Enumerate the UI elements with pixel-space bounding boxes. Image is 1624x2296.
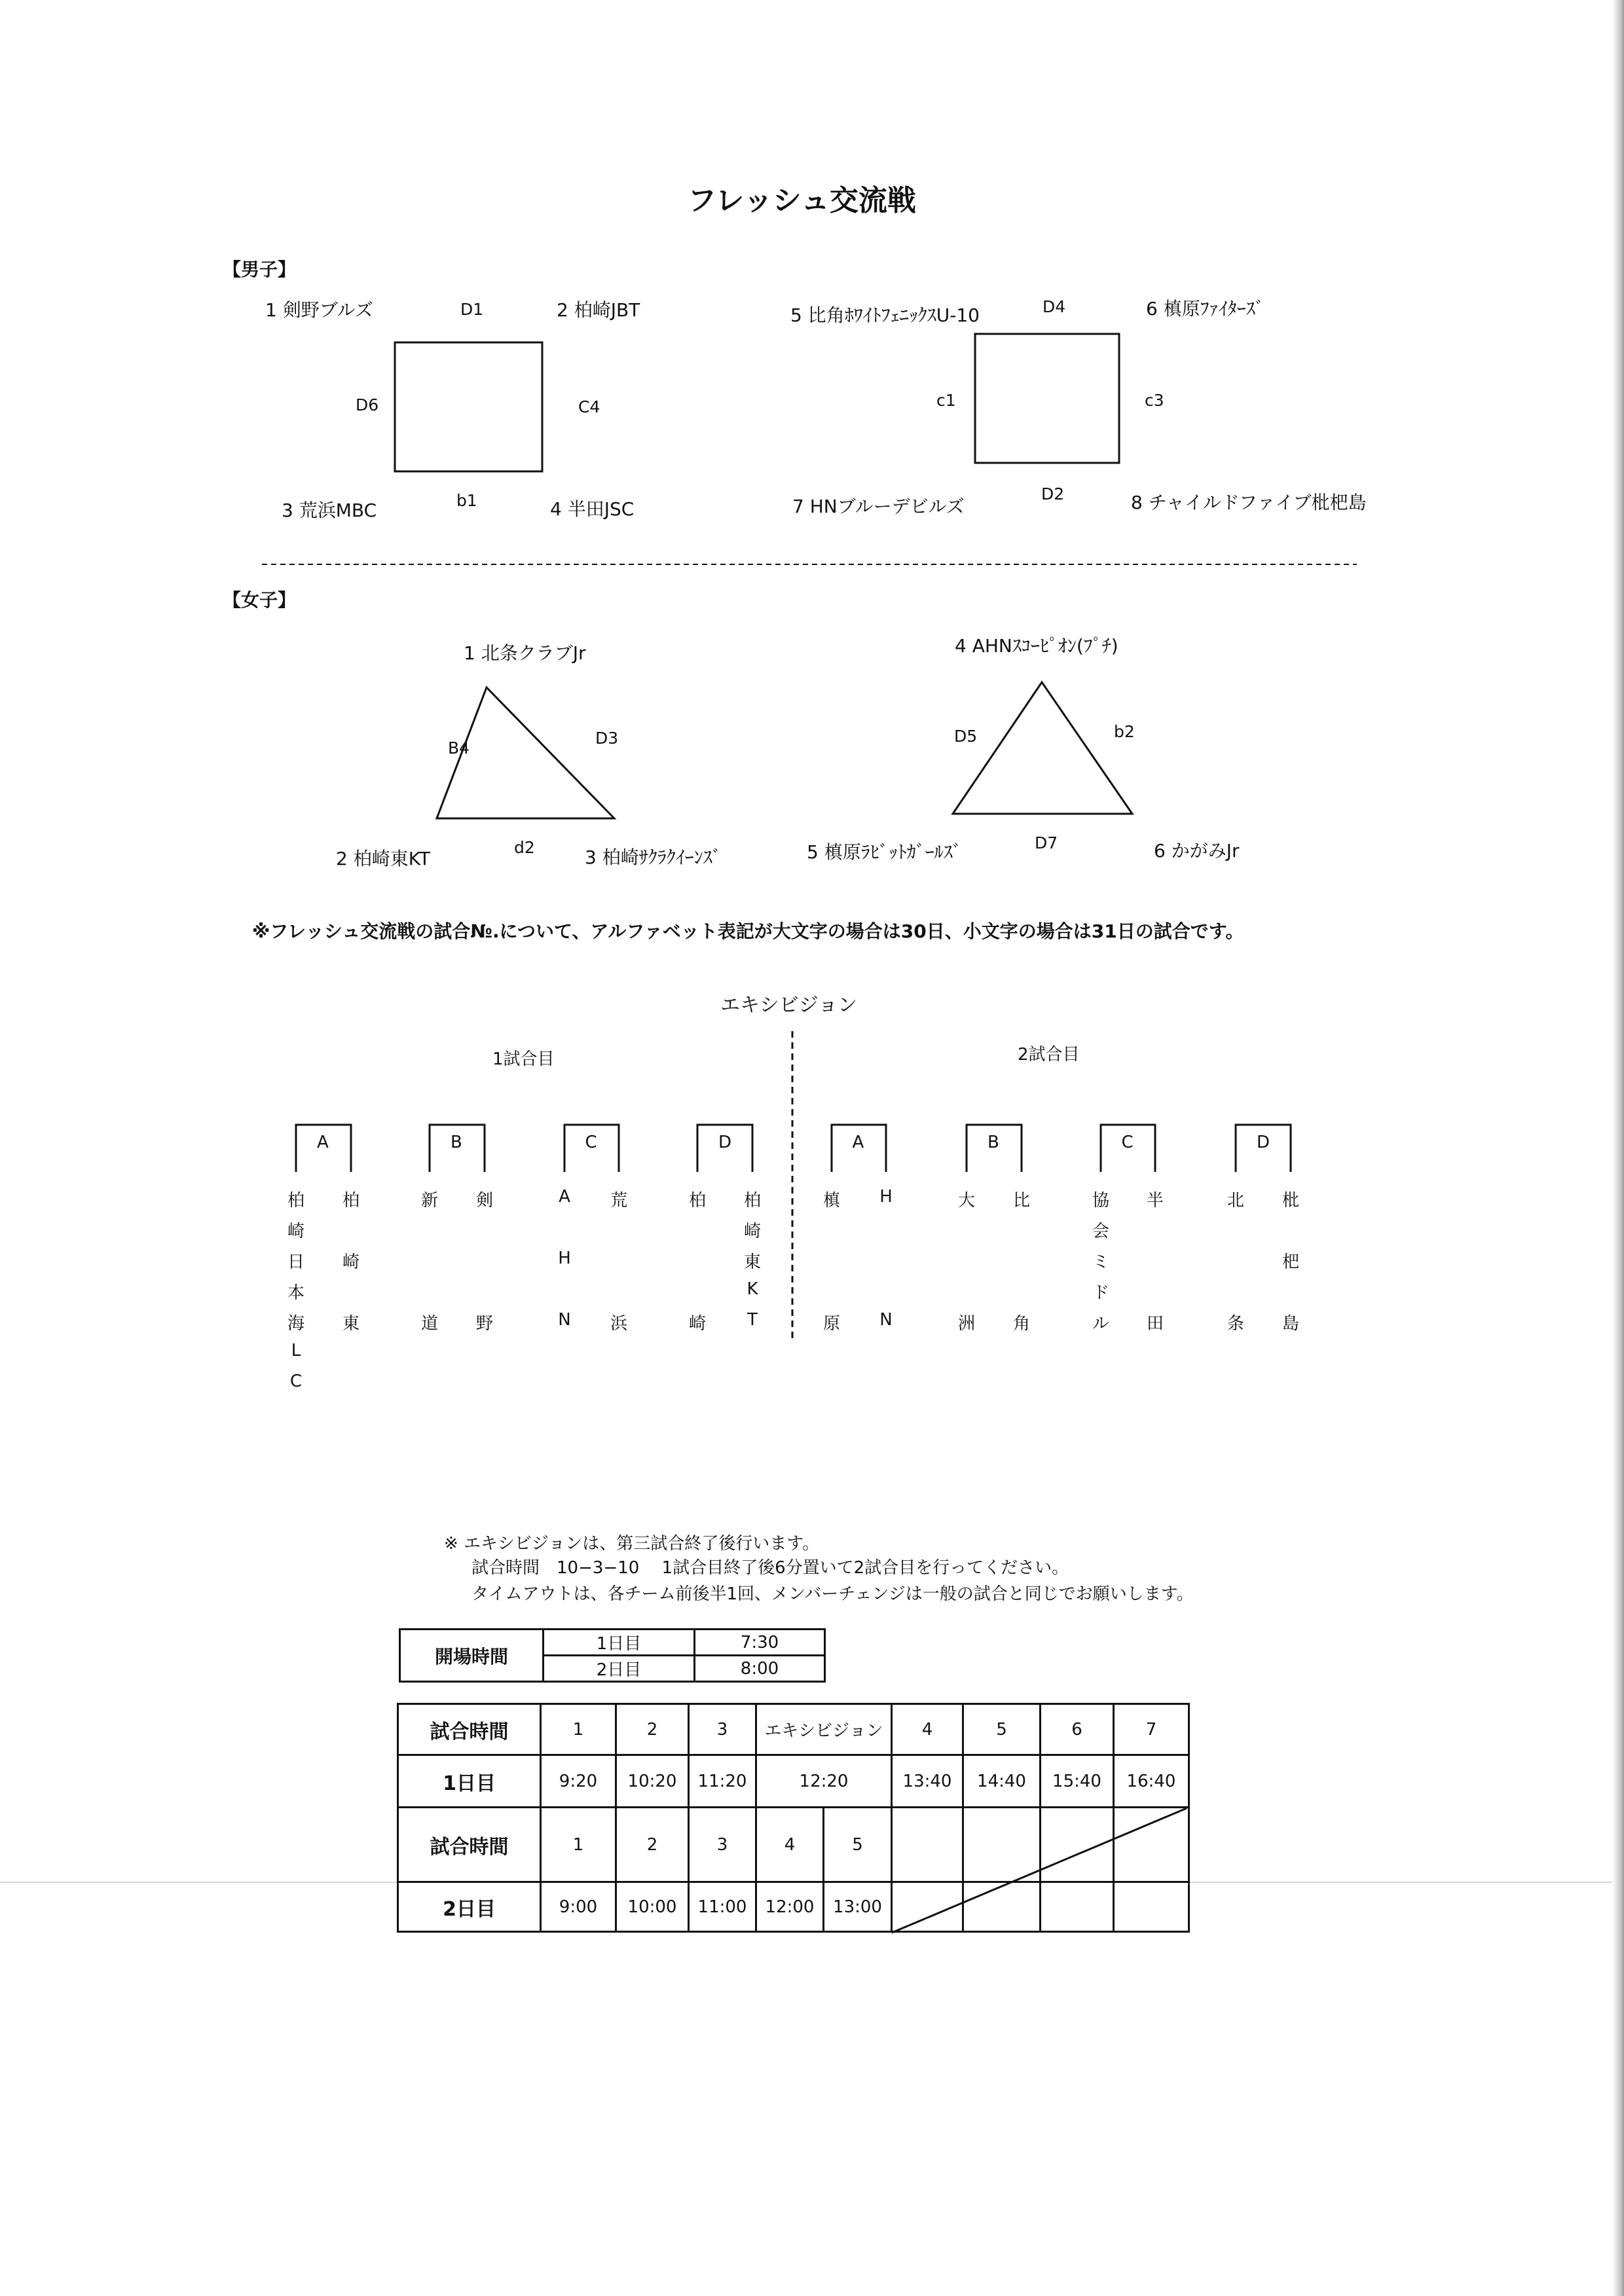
team-name-char: 海: [287, 1314, 304, 1334]
team-name-char: 原: [822, 1314, 840, 1334]
team-name-char: 会: [1092, 1222, 1109, 1241]
boys-match-bottom-1: b1: [456, 491, 477, 510]
boys-team-2: 2 柏崎JBT: [557, 299, 640, 321]
team-name-char: A: [559, 1187, 570, 1207]
day1-game-1: 1: [541, 1704, 616, 1755]
team-name-char: 洲: [957, 1314, 975, 1334]
boys-team-3: 3 荒浜MBC: [282, 500, 377, 521]
page-title: フレッシュ交流戦: [688, 184, 916, 217]
boys-match-top-1: D1: [460, 300, 484, 319]
exhibition-note-1: ※ エキシビジョンは、第三試合終了後行います。: [444, 1534, 820, 1554]
team-name-char: H: [558, 1248, 571, 1268]
day1-game-7: 7: [1114, 1704, 1189, 1755]
boys-section-label: 【男子】: [223, 259, 297, 280]
girls-match-left-2: D5: [954, 727, 978, 746]
day2-game-1: 1: [541, 1808, 616, 1882]
day1-game-3: 3: [689, 1704, 756, 1755]
opening-day-2: 2日目: [544, 1656, 695, 1682]
team-name-char: 柏: [743, 1191, 761, 1211]
day2-game-5: 5: [824, 1808, 892, 1882]
exhibition-court-label: C: [585, 1133, 597, 1152]
exhibition-court-label: A: [317, 1133, 329, 1152]
team-name-char: 新: [420, 1191, 438, 1211]
day1-game-4: 4: [892, 1704, 963, 1755]
exhibition-court-label: B: [451, 1133, 462, 1152]
girls-team-4: 4 AHNｽｺｰﾋﾟｵﾝ(ﾌﾟﾁ): [955, 635, 1118, 657]
team-name-char: N: [879, 1310, 893, 1330]
day2-time-3: 11:00: [689, 1882, 756, 1932]
exhibition-note-3: タイムアウトは、各チーム前後半1回、メンバーチェンジは一般の試合と同じでお願いします。: [471, 1584, 1194, 1604]
girls-team-5: 5 槙原ﾗﾋﾞｯﾄｶﾞｰﾙｽﾞ: [807, 841, 962, 863]
girls-match-right-1: D3: [595, 729, 619, 748]
team-name-char: 協: [1092, 1191, 1109, 1211]
team-name-char: 浜: [610, 1314, 627, 1334]
team-name-char: 柏: [342, 1191, 360, 1211]
exhibition-court-label: D: [1257, 1133, 1270, 1152]
team-name-char: L: [291, 1341, 301, 1360]
exhibition-court-label: A: [852, 1133, 864, 1152]
day1-game-5: 5: [963, 1704, 1041, 1755]
day2-time-5: 13:00: [824, 1882, 892, 1932]
team-name-char: 比: [1012, 1191, 1030, 1211]
boys-match-top-2: D4: [1043, 297, 1066, 316]
boys-team-6: 6 槙原ﾌｧｲﾀｰｽﾞ: [1146, 298, 1264, 319]
day1-game-exhibition: エキシビジョン: [756, 1704, 892, 1755]
day1-time-7: 16:40: [1114, 1755, 1189, 1808]
boys-team-8: 8 チャイルドファイブ枇杷島: [1131, 492, 1367, 513]
team-name-char: ル: [1092, 1314, 1109, 1334]
team-name-char: 本: [287, 1283, 304, 1303]
team-name-char: H: [879, 1187, 893, 1207]
team-name-char: N: [558, 1310, 571, 1330]
day2-time-1: 9:00: [541, 1882, 616, 1932]
empty-cell: [1114, 1808, 1189, 1882]
schedule-header-day2: 試合時間: [398, 1808, 541, 1882]
empty-cell: [892, 1808, 963, 1882]
boys-team-7: 7 HNブルーデビルズ: [792, 496, 965, 517]
schedule-header-day1: 試合時間: [398, 1704, 541, 1755]
empty-cell: [1041, 1882, 1114, 1932]
team-name-char: 日: [287, 1252, 304, 1272]
opening-time-table: [399, 1628, 826, 1683]
boys-match-right-2: c3: [1145, 391, 1164, 410]
team-name-char: ミ: [1092, 1252, 1109, 1272]
girls-match-bottom-1: d2: [514, 838, 535, 857]
team-name-char: K: [747, 1279, 758, 1299]
team-name-char: 崎: [688, 1314, 706, 1334]
girls-section-label: 【女子】: [223, 589, 297, 611]
day1-game-6: 6: [1041, 1704, 1114, 1755]
day2-time-4: 12:00: [756, 1882, 824, 1932]
game-schedule-table: [397, 1703, 1190, 1933]
exhibition-title: エキシビジョン: [720, 994, 858, 1017]
empty-cell: [892, 1882, 963, 1932]
team-name-char: 野: [475, 1314, 493, 1334]
empty-cell: [963, 1882, 1041, 1932]
empty-cell: [1114, 1882, 1189, 1932]
day1-time-1: 9:20: [541, 1755, 616, 1808]
team-name-char: 枇: [1282, 1191, 1299, 1211]
team-name-char: 槙: [822, 1191, 840, 1211]
empty-cell: [1041, 1808, 1114, 1882]
team-name-char: 条: [1227, 1314, 1244, 1334]
opening-day-1: 1日目: [544, 1630, 695, 1656]
team-name-char: 東: [342, 1314, 360, 1334]
day2-game-2: 2: [616, 1808, 689, 1882]
exhibition-note-2: 試合時間 10−3−10 1試合目終了後6分置いて2試合目を行ってください。: [471, 1558, 1069, 1578]
day2-label: 2日目: [398, 1882, 541, 1932]
boys-match-left-1: D6: [356, 395, 379, 414]
team-name-char: 角: [1012, 1314, 1030, 1334]
exhibition-court-label: B: [987, 1133, 999, 1152]
team-name-char: 剣: [475, 1191, 493, 1211]
team-name-char: ド: [1092, 1283, 1109, 1303]
team-name-char: 島: [1282, 1314, 1299, 1334]
day1-time-2: 10:20: [616, 1755, 689, 1808]
team-name-char: 大: [957, 1191, 975, 1211]
boys-match-right-1: C4: [578, 397, 600, 416]
girls-team-3: 3 柏崎ｻｸﾗｸｲｰﾝｽﾞ: [585, 847, 722, 868]
exhibition-court-label: D: [718, 1133, 732, 1152]
opening-time-2: 8:00: [695, 1656, 825, 1682]
team-name-char: T: [747, 1310, 758, 1330]
team-name-char: 道: [420, 1314, 438, 1334]
team-name-char: 崎: [743, 1222, 761, 1241]
match-number-notice: ※フレッシュ交流戦の試合№.について、アルファベット表記が大文字の場合は30日、小文字の場合は31日の試合です。: [252, 920, 1244, 942]
girls-team-1: 1 北条クラブJr: [464, 642, 586, 664]
team-name-char: 荒: [610, 1191, 627, 1211]
boys-match-left-2: c1: [936, 391, 956, 410]
boys-match-bottom-2: D2: [1041, 484, 1065, 503]
boys-team-5: 5 比角ﾎﾜｲﾄﾌｪﾆｯｸｽU-10: [790, 304, 980, 326]
girls-team-6: 6 かがみJr: [1154, 840, 1240, 862]
team-name-char: C: [289, 1372, 303, 1391]
day1-label: 1日目: [398, 1755, 541, 1808]
day1-game-2: 2: [616, 1704, 689, 1755]
team-name-char: 崎: [342, 1252, 360, 1272]
day1-time-exhibition: 12:20: [756, 1755, 892, 1808]
exhibition-round2-label: 2試合目: [1018, 1045, 1080, 1065]
girls-match-left-1: B4: [448, 738, 470, 757]
exhibition-round1-label: 1試合目: [492, 1049, 555, 1069]
girls-team-2: 2 柏崎東KT: [336, 848, 431, 869]
boys-team-4: 4 半田JSC: [550, 498, 635, 520]
team-name-char: 北: [1227, 1191, 1244, 1211]
team-name-char: 田: [1146, 1314, 1164, 1334]
day1-time-3: 11:20: [689, 1755, 756, 1808]
girls-match-right-2: b2: [1114, 722, 1135, 741]
team-name-char: 半: [1146, 1191, 1164, 1211]
day2-time-2: 10:00: [616, 1882, 689, 1932]
opening-time-1: 7:30: [695, 1630, 825, 1656]
team-name-char: 東: [743, 1252, 761, 1272]
exhibition-court-label: C: [1121, 1133, 1134, 1152]
boys-team-1: 1 剣野ブルズ: [265, 299, 373, 321]
day2-game-3: 3: [689, 1808, 756, 1882]
day1-time-4: 13:40: [892, 1755, 963, 1808]
team-name-char: 柏: [688, 1191, 706, 1211]
team-name-char: 杷: [1282, 1252, 1299, 1272]
day2-game-4: 4: [756, 1808, 824, 1882]
team-name-char: 崎: [287, 1222, 304, 1241]
team-name-char: 柏: [287, 1191, 304, 1211]
day1-time-6: 15:40: [1041, 1755, 1114, 1808]
day1-time-5: 14:40: [963, 1755, 1041, 1808]
opening-time-header: 開場時間: [400, 1630, 544, 1682]
girls-match-bottom-2: D7: [1035, 833, 1058, 852]
empty-cell: [963, 1808, 1041, 1882]
